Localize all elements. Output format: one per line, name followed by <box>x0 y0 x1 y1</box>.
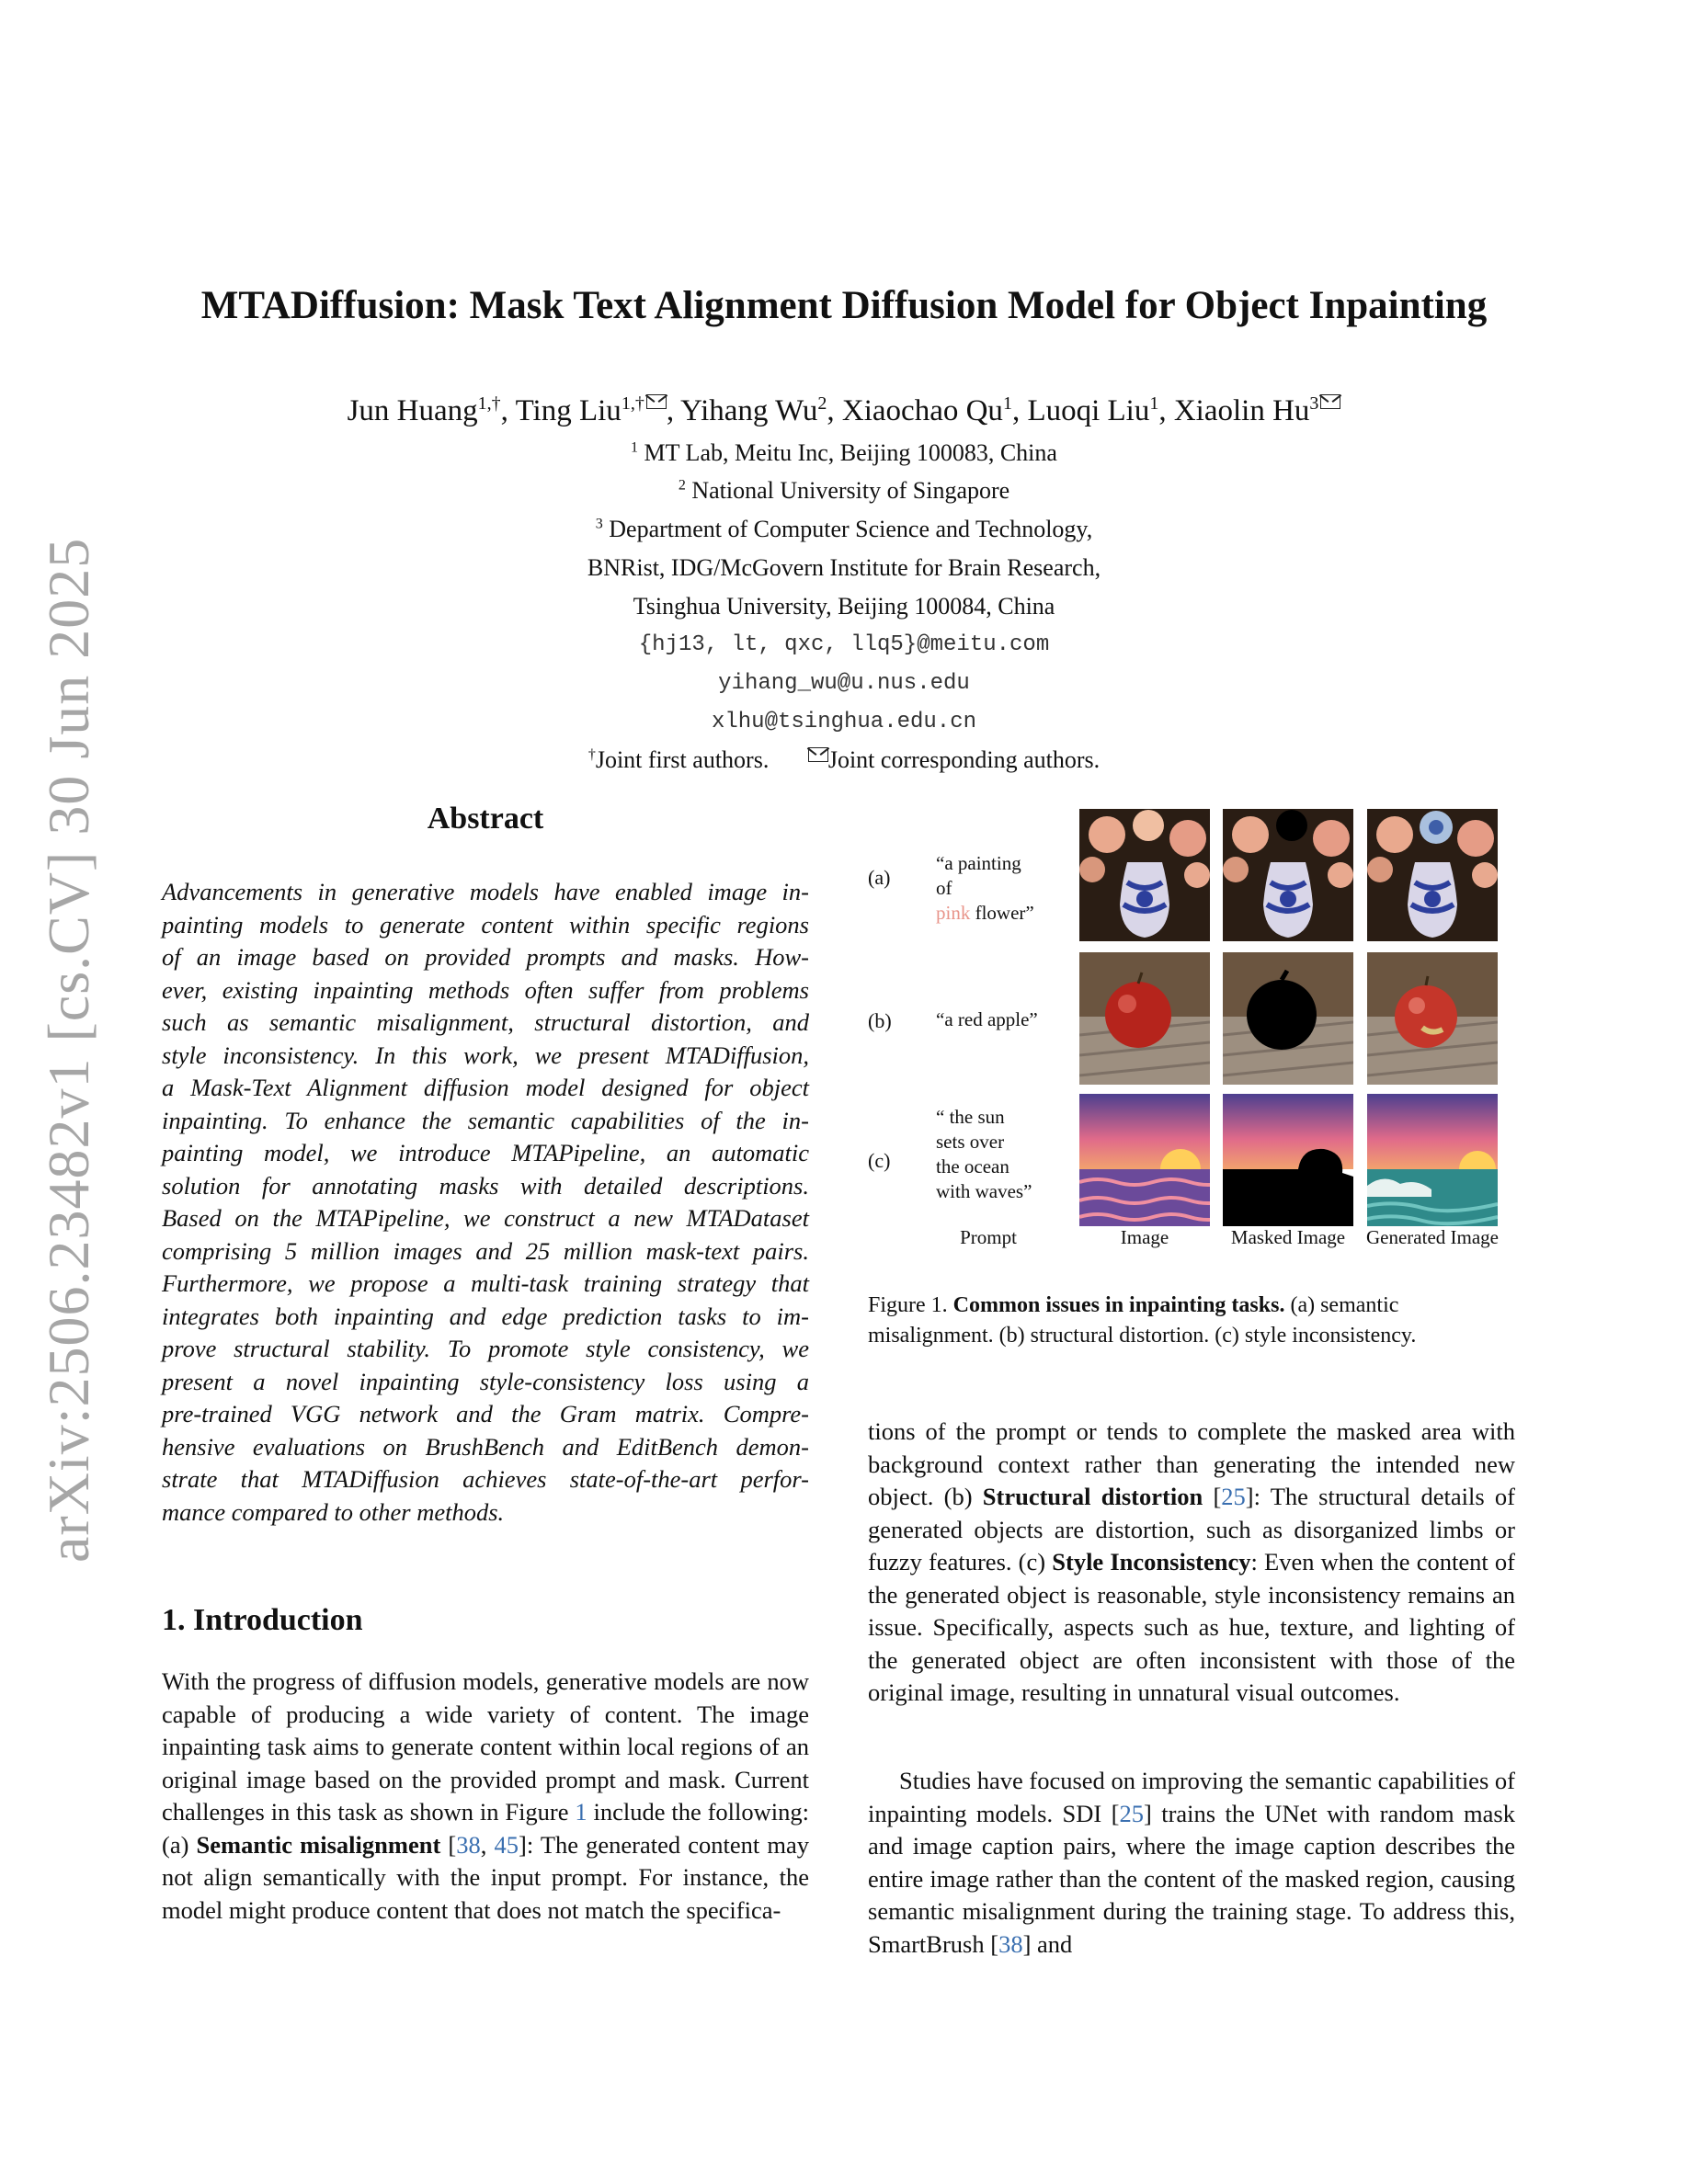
abstract-line: ever, existing inpainting methods often suffer from problems <box>162 975 809 1004</box>
prompt-line: the ocean <box>936 1155 1009 1177</box>
author-affil-sup: 1,† <box>477 393 501 414</box>
dagger-mark: † <box>587 746 596 763</box>
text-run: ] and <box>1022 1929 1073 1958</box>
caption-prefix: Figure 1. <box>868 1293 953 1317</box>
author-name: Ting Liu <box>515 394 622 427</box>
author-name: Xiaochao Qu <box>841 394 1003 427</box>
row-label-a: (a) <box>868 866 891 889</box>
abstract-line: present a novel inpainting style-consistency loss using a <box>162 1367 809 1395</box>
abstract-line: prove structural stability. To promote style consistency, we <box>162 1335 809 1362</box>
text-run: Studies have focused on improving the semantic capabilities of inpainting models. SDI [ <box>868 1767 1515 1827</box>
author-affil-sup: 3 <box>1309 393 1319 414</box>
envelope-icon <box>808 747 828 762</box>
prompt-text: flower” <box>970 902 1034 924</box>
column-header-generated: Generated Image <box>1366 1226 1499 1248</box>
image-b-masked <box>1223 952 1353 1085</box>
abstract-line: strate that MTADiffusion achieves state-of-the-art perfor- <box>162 1465 809 1493</box>
right-paragraph-1 <box>868 1416 1515 1710</box>
citation-link[interactable]: 38 <box>998 1929 1023 1958</box>
image-c-original <box>1079 1094 1210 1226</box>
abstract-line: painting model, we introduce MTAPipeline, an automatic <box>162 1139 809 1166</box>
prompt-line: with waves” <box>936 1180 1032 1202</box>
abstract-line: such as semantic misalignment, structural distortion, and <box>162 1008 809 1036</box>
author-name: Luoqi Liu <box>1027 394 1150 427</box>
affil-num: 1 <box>631 439 639 456</box>
affil-text: Department of Computer Science and Technology, <box>609 516 1093 542</box>
text-run: ]: The generated content may not align semantically with the input prompt. For instance, the model might produce content that does not match the specifica- <box>162 1830 810 1924</box>
abstract-line: mance compared to other methods. <box>162 1497 505 1526</box>
envelope-icon <box>1320 394 1340 409</box>
figure-1 <box>868 809 1526 1261</box>
joint-corresponding-note: Joint corresponding authors. <box>827 746 1101 773</box>
affil-num: 3 <box>595 516 603 532</box>
text-run: , <box>480 1830 495 1859</box>
email-meitu[interactable]: {hj13, lt, qxc, llq5}@meitu.com <box>638 632 1050 657</box>
term-style-inconsistency: Style Inconsistency <box>1052 1548 1251 1575</box>
author-notes <box>0 746 1688 774</box>
prompt-b: “a red apple” <box>936 1008 1038 1030</box>
email-nus[interactable]: yihang_wu@u.nus.edu <box>718 671 970 696</box>
prompt-line: “ the sun <box>936 1106 1005 1128</box>
affiliation-1 <box>0 439 1688 467</box>
abstract-line: Furthermore, we propose a multi-task training strategy that <box>162 1269 809 1297</box>
image-b-generated <box>1367 952 1498 1085</box>
abstract-line: inpainting. To enhance the semantic capabilities of the in- <box>162 1106 809 1134</box>
abstract-line: pre-trained VGG network and the Gram matrix. Compre- <box>162 1400 809 1428</box>
text-run: [ <box>1203 1483 1222 1510</box>
prompt-a <box>936 851 1037 926</box>
affiliation-3-line-2: BNRist, IDG/McGovern Institute for Brain Research, <box>587 554 1101 581</box>
abstract-heading: Abstract <box>427 802 544 836</box>
row-label-c: (c) <box>868 1149 891 1172</box>
affil-text: MT Lab, Meitu Inc, Beijing 100083, China <box>644 439 1057 466</box>
citation-link[interactable]: 38 <box>456 1830 481 1859</box>
caption-rest: (a) semantic misalignment. (b) structural distortion. (c) style inconsistency. <box>868 1293 1417 1348</box>
author-affil-sup: 1 <box>1002 393 1012 414</box>
caption-bold: Common issues in inpainting tasks. <box>952 1293 1285 1317</box>
prompt-text: “a painting of <box>936 852 1021 899</box>
author-name: Yihang Wu <box>680 394 818 427</box>
prompt-c <box>936 1105 1039 1204</box>
citation-link[interactable]: 25 <box>1221 1483 1246 1510</box>
prompt-pink-word: pink <box>936 902 971 924</box>
affil-num: 2 <box>678 477 686 494</box>
author-name: Xiaolin Hu <box>1173 394 1310 427</box>
image-c-generated <box>1367 1094 1498 1226</box>
right-paragraph-2 <box>868 1765 1515 1961</box>
author-affil-sup: 1 <box>1149 393 1159 414</box>
image-b-original <box>1079 952 1210 1085</box>
affiliation-3-line-3: Tsinghua University, Beijing 100084, China <box>633 593 1055 620</box>
email-tsinghua[interactable]: xlhu@tsinghua.edu.cn <box>711 710 977 734</box>
term-semantic-misalignment: Semantic misalignment <box>196 1830 441 1859</box>
text-run: : Even when the content of the generated object is reasonable, style inconsistency remains an issue. Specifically, aspects such as hue, texture, and lighting of the generated object are often inconsistent with those of the original image, resulting in unnatural visual outcomes. <box>868 1548 1515 1706</box>
abstract-body <box>162 876 809 1529</box>
column-header-image: Image <box>1120 1226 1169 1248</box>
affiliation-3-line-1 <box>0 516 1688 543</box>
abstract-line: integrates both inpainting and edge prediction tasks to im- <box>162 1302 809 1330</box>
text-run: ]: The structural details of generated objects are distortion, such as disorganized limbs or fuzzy features. (c) <box>868 1483 1515 1575</box>
author-list: Jun Huang$^{1,\dagger}$, Ting Liu$^{1,\dagger}$ , Yihang Wu$^2$, Xiaochao Qu$^1$, Luoqi Liu$^1$, Xiaolin Hu$^3$ <box>0 393 1688 428</box>
abstract-line: painting models to generate content within specific regions <box>162 910 809 938</box>
column-header-masked: Masked Image <box>1230 1226 1346 1248</box>
text-run: include the following: (a) <box>162 1798 809 1859</box>
abstract-line: solution for annotating masks with detailed descriptions. <box>162 1171 809 1200</box>
citation-link[interactable]: 25 <box>1119 1799 1144 1827</box>
image-c-masked <box>1223 1094 1353 1226</box>
abstract-line: hensive evaluations on BrushBench and EditBench demon- <box>162 1432 809 1461</box>
text-run: With the progress of diffusion models, generative models are now capable of producing a wide variety of content. The image inpainting task aims to generate content within local regions of an original image based on the provided prompt and mask. Current challenges in this task as shown in Figure <box>162 1667 809 1826</box>
paper-title: MTADiffusion: Mask Text Alignment Diffusion Model for Object Inpainting <box>200 284 1488 327</box>
abstract-line: style inconsistency. In this work, we present MTADiffusion, <box>162 1041 809 1069</box>
abstract-line: comprising 5 million images and 25 million mask-text pairs. <box>162 1236 809 1265</box>
abstract-line: of an image based on provided prompts and masks. How- <box>162 943 809 971</box>
envelope-icon <box>646 394 667 409</box>
image-a-original <box>1079 809 1210 941</box>
prompt-line: sets over <box>936 1131 1005 1153</box>
abstract-line: a Mask-Text Alignment diffusion model designed for object <box>162 1074 809 1101</box>
author-name: Jun Huang <box>347 394 478 427</box>
text-run: tions of the prompt or tends to complete the masked area with background context rather than generating the intended new object. (b) <box>868 1417 1515 1510</box>
image-a-masked <box>1223 809 1353 941</box>
text-run: [ <box>440 1830 457 1859</box>
affiliation-2 <box>0 477 1688 505</box>
affil-text: National University of Singapore <box>691 477 1010 504</box>
term-structural-distortion: Structural distortion <box>982 1483 1203 1510</box>
text-run: ] trains the UNet with random mask and image caption pairs, where the image caption describes the entire image rather than the content of the masked region, causing semantic misalignment during the training stage. To address this, SmartBrush [ <box>868 1799 1515 1958</box>
image-a-generated <box>1367 809 1498 941</box>
row-label-b: (b) <box>868 1009 892 1032</box>
author-affil-sup: 2 <box>817 393 827 414</box>
figure-ref-link[interactable]: 1 <box>575 1798 587 1826</box>
citation-link[interactable]: 45 <box>494 1830 519 1859</box>
column-header-prompt: Prompt <box>960 1226 1017 1248</box>
figure-1-caption <box>868 1291 1526 1351</box>
abstract-line: Based on the MTAPipeline, we construct a new MTADataset <box>162 1204 809 1232</box>
section-heading-introduction: 1. Introduction <box>162 1603 363 1637</box>
abstract-line: Advancements in generative models have enabled image in- <box>162 878 809 905</box>
intro-paragraph-1 <box>162 1666 809 1927</box>
author-affil-sup: 1,† <box>621 393 644 414</box>
joint-first-note: Joint first authors. <box>595 746 770 773</box>
arxiv-sidebar-stamp: arXiv:2506.23482v1 [cs.CV] 30 Jun 2025 <box>36 537 101 1563</box>
